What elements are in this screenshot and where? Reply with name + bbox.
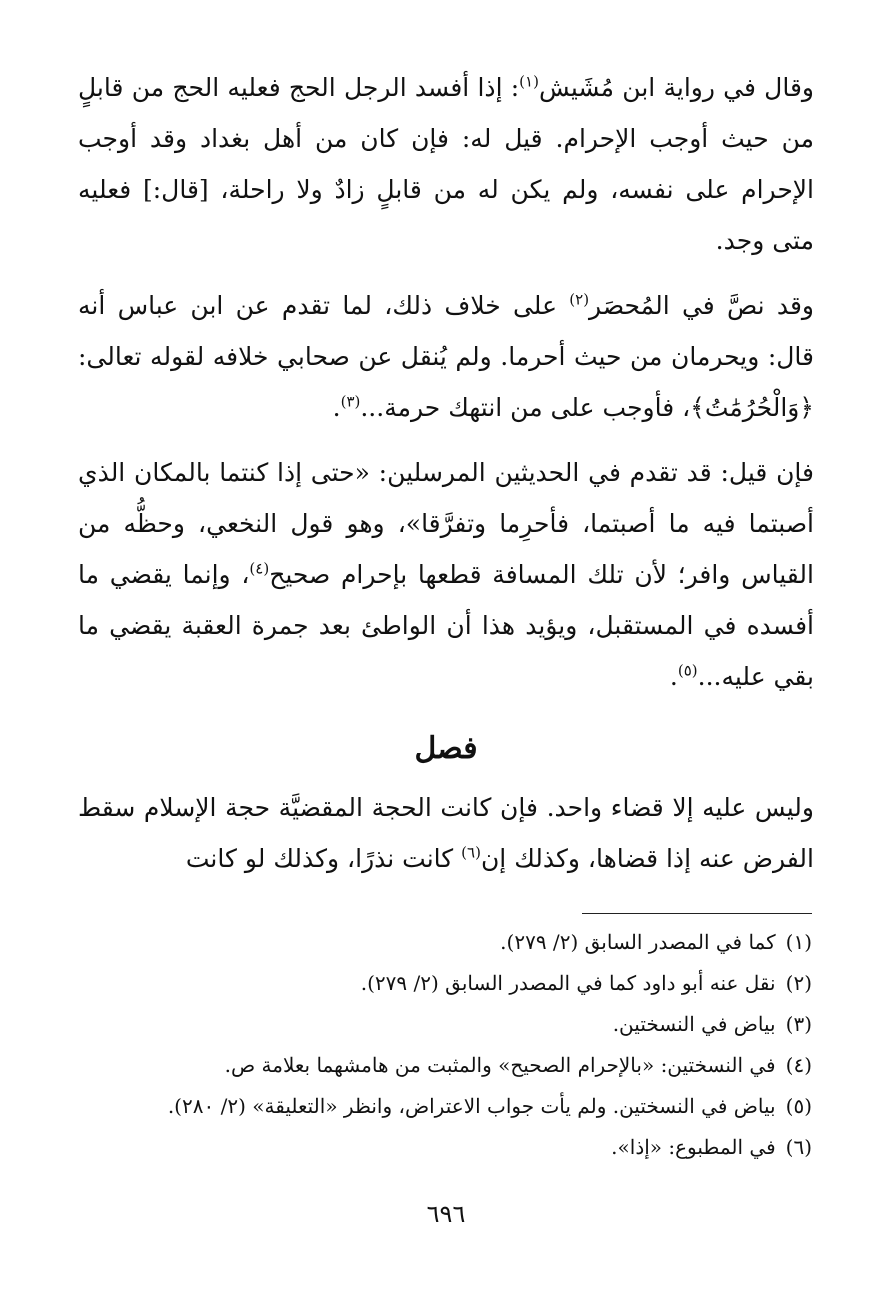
paragraph-2 [78, 280, 814, 433]
footnote-text: في النسختين: «بالإحرام الصحيح» والمثبت من هامشهما بعلامة ص. [224, 1053, 776, 1077]
paragraph-1 [78, 62, 814, 266]
page-body [78, 62, 814, 884]
footnote-5 [76, 1086, 812, 1127]
footnote-number: (١) [785, 930, 812, 954]
paragraph-2-text: وقد نصَّ في المُحصَر [589, 291, 814, 320]
footnote-separator [582, 913, 812, 914]
footnote-number: (٦) [785, 1135, 812, 1159]
footnote-number: (٥) [785, 1094, 812, 1118]
footnote-ref-4[interactable]: (٤) [249, 559, 270, 578]
footnote-text: بياض في النسختين. ولم يأت جواب الاعتراض، وانظر «التعليقة» (٢/ ٢٨٠). [167, 1094, 776, 1118]
footnote-text: بياض في النسختين. [612, 1012, 776, 1036]
footnote-number: (٢) [785, 971, 812, 995]
footnote-text: كما في المصدر السابق (٢/ ٢٧٩). [500, 930, 776, 954]
footnote-ref-2[interactable]: (٢) [569, 290, 590, 309]
footnote-ref-3[interactable]: (٣) [340, 392, 361, 411]
footnote-ref-6[interactable]: (٦) [461, 843, 481, 862]
paragraph-4-text-cont: كانت نذرًا، وكذلك لو كانت [185, 844, 462, 873]
page-number: ٦٩٦ [426, 1200, 466, 1228]
paragraph-3 [78, 447, 814, 702]
paragraph-3-text: فإن قيل: قد تقدم في الحديثين المرسلين: «حتى إذا كنتما بالمكان الذي أصبتما فيه ما أصبتما، فأحرِما وتفرَّقا»، وهو قول النخعي، وحظُّه من القياس وافر؛ لأن تلك المسافة قطعها بإحرام صحيح [78, 458, 814, 589]
footnote-number: (٤) [785, 1053, 812, 1077]
footnotes [76, 922, 812, 1168]
paragraph-1-text-cont: : إذا أفسد الرجل الحج فعليه الحج من قابلٍ من حيث أوجب الإحرام. قيل له: فإن كان من أهل بغداد وقد أوجب الإحرام على نفسه، ولم يكن له من قابلٍ زادٌ ولا راحلة، [قال:] فعليه متى وجد. [78, 73, 814, 255]
section-heading: فصل [414, 731, 478, 766]
paragraph-3-text-end: . [669, 662, 678, 691]
paragraph-3-text-cont: ، وإنما يقضي ما أفسده في المستقبل، ويؤيد هذا أن الواطئ بعد جمرة العقبة يقضي ما بقي عليه... [78, 560, 814, 691]
footnote-ref-1[interactable]: (١) [519, 72, 539, 91]
footnote-text: في المطبوع: «إذا». [611, 1135, 776, 1159]
footnote-4 [76, 1045, 812, 1086]
footnote-6 [76, 1127, 812, 1168]
paragraph-4-text: وليس عليه إلا قضاء واحد. فإن كانت الحجة المقضيَّة حجة الإسلام سقط الفرض عنه إذا قضاها، وكذلك إن [78, 793, 814, 873]
footnote-3 [76, 1004, 812, 1045]
footnote-2 [76, 963, 812, 1004]
paragraph-4 [78, 782, 814, 884]
footnote-text: نقل عنه أبو داود كما في المصدر السابق (٢/ ٢٧٩). [360, 971, 776, 995]
footnote-number: (٣) [785, 1012, 812, 1036]
paragraph-2-text-end: . [332, 393, 341, 422]
footnote-ref-5[interactable]: (٥) [677, 661, 698, 680]
paragraph-1-text: وقال في رواية ابن مُشَيش [538, 73, 814, 102]
footnote-1 [76, 922, 812, 963]
paragraph-2-text-cont: على خلاف ذلك، لما تقدم عن ابن عباس أنه قال: ويحرمان من حيث أحرما. ولم يُنقل عن صحابي خلافه لقوله تعالى: ﴿وَالْحُرُمَٰتُ﴾، فأوجب على من انتهك حرمة... [78, 291, 814, 422]
